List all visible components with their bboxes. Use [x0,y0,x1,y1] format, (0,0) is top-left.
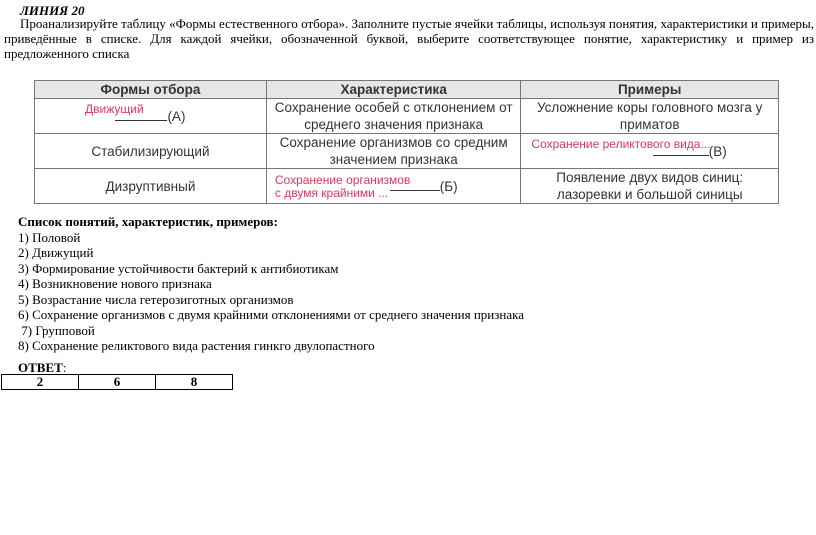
answer-label-text: ОТВЕТ [18,360,63,375]
cell-b[interactable] [266,169,521,204]
answer-b [275,174,410,200]
header-examples: Примеры [521,81,779,99]
list-item: 6) Сохранение организмов с двумя крайними отклонениями от среднего значения признака [18,307,524,322]
table-row [35,169,779,204]
answer-row [2,375,233,390]
answer-cell-b[interactable]: 6 [79,375,156,390]
answer-cell-v[interactable]: 8 [156,375,233,390]
cell-a[interactable] [35,99,267,134]
answer-table [1,374,233,390]
list-item: 3) Формирование устойчивости бактерий к антибиотикам [18,260,339,276]
page-title: ЛИНИЯ 20 [20,3,85,18]
answer-v: Сохранение реликтового вида... [531,137,711,151]
cell-v[interactable] [521,134,779,169]
blank-line [653,155,709,156]
cell-characteristic: Сохранение особей с отклонением от среднего значения признака [266,99,521,134]
cell-example: Появление двух видов синиц: лазоревки и большой синицы [521,169,779,204]
cell-form: Дизруптивный [35,169,267,204]
cell-characteristic: Сохранение организмов со средним значением признака [266,134,521,169]
table-row [35,99,779,134]
list-item: 1) Половой [18,229,81,245]
answer-b-line2: с двумя крайними ... [274,186,389,200]
header-characteristic: Характеристика [266,81,521,99]
list-item: 5) Возрастание числа гетерозиготных организмов [18,291,294,307]
blank-line [115,120,167,121]
list-item: 4) Возникновение нового признака [18,276,212,291]
options-list [18,214,524,354]
list-item: 8) Сохранение реликтового вида растения гинкго двулопастного [18,338,375,353]
answer-a: Движущий [85,102,144,116]
list-heading: Список понятий, характеристик, примеров: [18,214,278,229]
label-v: (В) [708,143,727,159]
cell-example: Усложнение коры головного мозга у приматов [521,99,779,134]
selection-forms-table [34,80,779,204]
table-header-row [35,81,779,99]
table-row [35,134,779,169]
label-b: (Б) [439,178,458,194]
answer-b-line1: Сохранение организмов [274,173,411,187]
label-a: (А) [167,108,186,124]
list-item: 7) Групповой [18,322,95,338]
answer-cell-a[interactable]: 2 [2,375,79,390]
task-instructions: Проанализируйте таблицу «Формы естественного отбора». Заполните пустые ячейки таблицы, используя понятия, характеристики и примеры, приведённые в списке. Для каждой ячейки, обозначенной буквой, выберите соответствующее понятие, характеристику и пример из предложенного списка [4,16,814,61]
header-forms: Формы отбора [35,81,267,99]
answer-colon: : [62,360,67,375]
cell-form: Стабилизирующий [35,134,267,169]
list-item: 2) Движущий [18,245,94,260]
